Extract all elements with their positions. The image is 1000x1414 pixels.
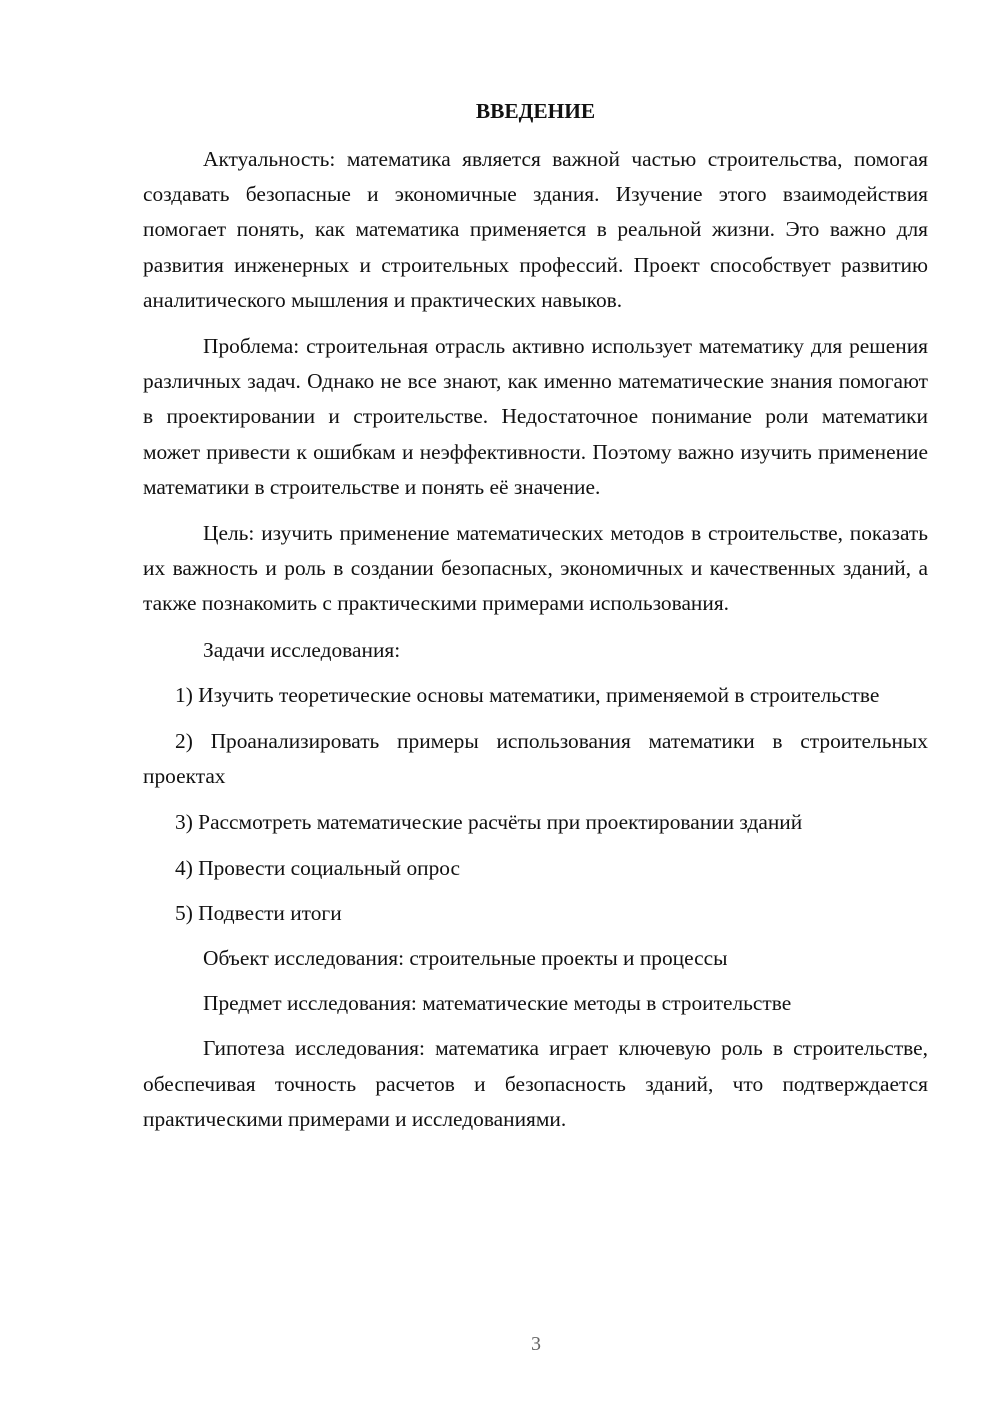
research-subject: Предмет исследования: математические методы в строительстве [203, 991, 792, 1016]
relevance-paragraph: Актуальность: математика является важной частью строительства, помогая создавать безопасные и экономичные здания. Изучение этого взаимодействия помогает понять, как математика применяется в реальной жизни. Это важно для развития инженерных и строительных профессий. Проект способствует развитию аналитического мышления и практических навыков. [143, 147, 928, 312]
problem-paragraph: Проблема: строительная отрасль активно использует математику для решения различных задач. Однако не все знают, как именно математические знания помогают в проектировании и строительстве. Недостаточное понимание роли математики может привести к ошибкам и неэффективности. Поэтому важно изучить применение математики в строительстве и понять её значение. [143, 334, 928, 499]
hypothesis-paragraph: Гипотеза исследования: математика играет ключевую роль в строительстве, обеспечивая точность расчетов и безопасность зданий, что подтверждается практическими примерами и исследованиями. [143, 1036, 928, 1131]
task-item-2: 2) Проанализировать примеры использования математики в строительных проектах [143, 729, 928, 789]
page-title: ВВЕДЕНИЕ [475, 99, 596, 123]
task-item-3: 3) Рассмотреть математические расчёты при проектировании зданий [175, 810, 803, 835]
page-body [143, 94, 928, 1148]
tasks-title: Задачи исследования: [203, 637, 401, 662]
task-item-4: 4) Провести социальный опрос [175, 855, 461, 880]
task-item-1: 1) Изучить теоретические основы математики, применяемой в строительстве [175, 682, 880, 707]
goal-paragraph: Цель: изучить применение математических методов в строительстве, показать их важность и роль в создании безопасных, экономичных и качественных зданий, а также познакомить с практическими примерами использования. [143, 521, 928, 616]
research-object: Объект исследования: строительные проекты и процессы [203, 946, 728, 971]
page-number: 3 [531, 1333, 541, 1355]
task-item-5: 5) Подвести итоги [175, 900, 342, 925]
